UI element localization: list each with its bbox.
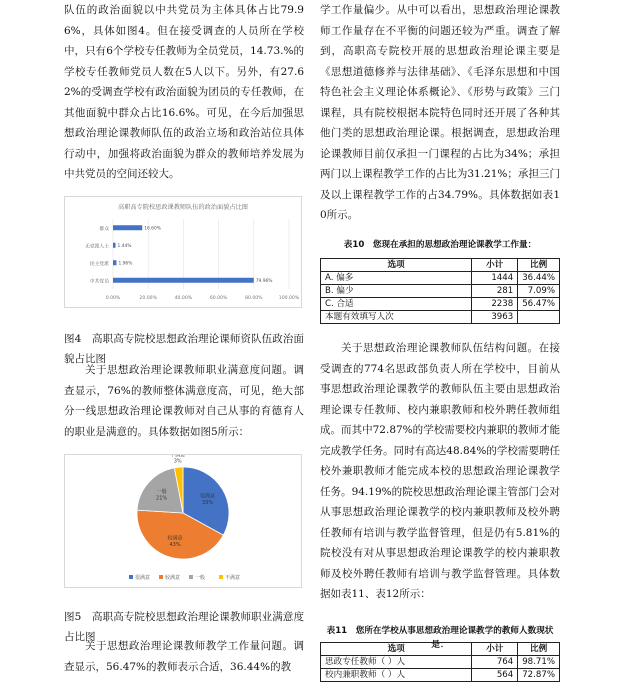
pie-slice-label: 一般	[156, 489, 167, 496]
table-11-header-count: 小计	[472, 643, 518, 656]
pie-slice-percent: 21%	[156, 495, 168, 502]
table-cell: 1444	[472, 272, 518, 285]
table-cell: 564	[472, 669, 518, 682]
pie-legend-swatch	[219, 575, 223, 579]
table-row	[321, 298, 560, 311]
bar-chart-x-tick-label: 60.00%	[209, 296, 228, 301]
right-paragraph-1: 学工作量偏少。从中可以看出，思想政治理论课教师工作量存在不平衡的问题还较为严重。调查了解到，高职高专院校开展的思想政治理论课主要是《思想道德修养与法律基础》、《毛泽东思想和中国特色社会主义理论体系概论》、《形势与政策》三门课程，具有院校根据本院特色同时还开展了各种其他门类的思想政治理论课。根据调查，思想政治理论课教师目前仅承担一门课程的占比为34%；承担两门以上课程教学工作的占比为31.21%；承担三门及以上课程教学工作的占34.79%。具体数据如表10所示。	[320, 4, 560, 221]
pie-slice-label: 不满意	[170, 455, 186, 459]
pie-chart-svg	[65, 455, 301, 587]
pie-legend-swatch	[129, 575, 133, 579]
table-cell	[518, 311, 560, 324]
bar-chart-x-tick-label: 80.00%	[245, 296, 263, 301]
table-10-header-ratio: 比例	[518, 259, 560, 272]
pie-slice-label: 很满意	[200, 493, 216, 500]
pie-legend-label: 很满意	[135, 575, 151, 581]
table-11-caption: 表11 您所在学校从事思想政治理论课教学的教师人数现状是：	[326, 626, 554, 650]
table-cell: 校内兼职教师（ ）人	[321, 669, 472, 682]
left-paragraph-3: 关于思想政治理论课教师教学工作量问题。调查显示，56.47%的教师表示合适，36.44%的教	[64, 640, 304, 673]
left-paragraph-2: 关于思想政治理论课教师职业满意度问题。调查显示，76%的教师整体满意度高，可见，绝大部分一线思想政治理论课教师对自己从事的育德育人的职业是满意的。具体数据如图5所示：	[64, 364, 304, 438]
figure-5-pie-chart	[64, 454, 302, 588]
pie-legend-label: 一般	[195, 575, 206, 581]
pie-legend-label: 较满意	[165, 575, 181, 581]
table-cell: 思政专任教师（ ）人	[321, 656, 472, 669]
pie-legend-swatch	[189, 575, 193, 579]
table-10-header-option: 选项	[321, 259, 472, 272]
table-11	[320, 642, 560, 682]
bar-chart-category-label: 群众	[99, 226, 109, 232]
bar-chart-data-label: 16.60%	[144, 226, 161, 232]
pie-slice-percent: 33%	[201, 499, 214, 506]
table-row	[321, 669, 560, 682]
bar-chart-bar	[113, 243, 116, 248]
figure-4-caption: 图4 高职高专院校思想政治理论课师资队伍政治面貌占比图	[64, 332, 304, 365]
figure-4-bar-chart	[64, 196, 302, 308]
table-cell: 56.47%	[518, 298, 560, 311]
table-10-caption: 表10 您现在承担的思想政治理论课教学工作量：	[343, 240, 537, 250]
left-paragraph-1: 队伍的政治面貌以中共党员为主体具体占比79.96%，具体如图4。但在接受调查的人员所在学校中，只有6个学校专任教师为全员党员，14.73.%的学校专任教师党员人数在5人以下。另外，有27.62%的受调查学校有政治面貌为团员的专任教师，在其他面貌中群众占比16.6%。可见，在今后加强思想政治理论课教师队伍的政治立场和政治站位具体行动中，加强将政治面貌为群众的教师培养发展为中共党员的空间还较大。	[64, 4, 304, 180]
table-cell: A. 偏多	[321, 272, 472, 285]
table-row	[321, 272, 560, 285]
table-cell: 2238	[472, 298, 518, 311]
table-row-valid-count	[321, 311, 560, 324]
table-10-header-row	[321, 259, 560, 272]
bar-chart-category-label: 民主党派	[89, 261, 109, 267]
bar-chart-category-label: 无党派人士	[85, 244, 109, 250]
pie-slice-label: 较满意	[167, 535, 183, 542]
bar-chart-title: 高职高专院校思政课教师队伍的政治面貌占比图	[118, 204, 248, 211]
table-cell: 72.87%	[518, 669, 560, 682]
table-cell: 7.09%	[518, 285, 560, 298]
bar-chart-bar	[113, 278, 254, 283]
bar-chart-x-tick-label: 40.00%	[174, 296, 193, 301]
bar-chart-data-label: 1.44%	[117, 244, 132, 250]
table-11-header-ratio: 比例	[518, 643, 560, 656]
pie-legend-label: 不满意	[225, 575, 241, 581]
table-cell: 98.71%	[518, 656, 560, 669]
bar-chart-bar	[113, 260, 116, 265]
table-cell: C. 合适	[321, 298, 472, 311]
bar-chart-x-tick-label: 20.00%	[139, 296, 157, 301]
table-row	[321, 285, 560, 298]
bar-chart-svg	[65, 197, 301, 307]
table-cell: 36.44%	[518, 272, 560, 285]
table-cell: 3963	[472, 311, 518, 324]
bar-chart-category-label: 中共党员	[89, 279, 109, 285]
table-cell: 本题有效填写人次	[321, 311, 472, 324]
table-cell: 281	[472, 285, 518, 298]
table-11-header-row	[321, 643, 560, 656]
pie-slice-percent: 3%	[173, 458, 182, 465]
bar-chart-bar	[113, 225, 142, 230]
table-10	[320, 258, 560, 324]
bar-chart-x-tick-label: 100.00%	[278, 296, 300, 301]
bar-chart-x-tick-label: 0.00%	[105, 296, 121, 301]
pie-legend-swatch	[159, 575, 163, 579]
bar-chart-data-label: 1.96%	[118, 261, 133, 267]
table-10-header-count: 小计	[472, 259, 518, 272]
table-row	[321, 656, 560, 669]
figure-5-caption: 图5 高职高专院校思想政治理论课教师职业满意度占比图	[64, 610, 304, 643]
table-cell: B. 偏少	[321, 285, 472, 298]
table-11-header-option: 选项	[321, 643, 472, 656]
bar-chart-data-label: 79.96%	[255, 279, 273, 285]
table-cell: 764	[472, 656, 518, 669]
pie-slice-percent: 43%	[169, 541, 181, 548]
right-paragraph-2: 关于思想政治理论课教师队伍结构问题。在接受调查的774名思政部负责人所在学校中，目前从事思想政治理论课教学的教师队伍主要由思想政治理论课专任教师、校内兼职教师和校外聘任教师组成。而其中72.87%的学校需要校内兼职的教师才能完成教学任务。同时有高达48.84%的学校需要聘任校外兼职教师才能完成本校的思想政治理论课教学任务。94.19%的院校思想政治理论课主管部门会对从事思想政治理论课教学的校内兼职教师及校外聘任教师有培训与教学监督管理，但是仍有5.81%的院校没有对从事思想政治理论课教学的校内兼职教师及校外聘任教师有培训与教学监督管理。具体数据如表11、表12所示：	[320, 342, 560, 600]
